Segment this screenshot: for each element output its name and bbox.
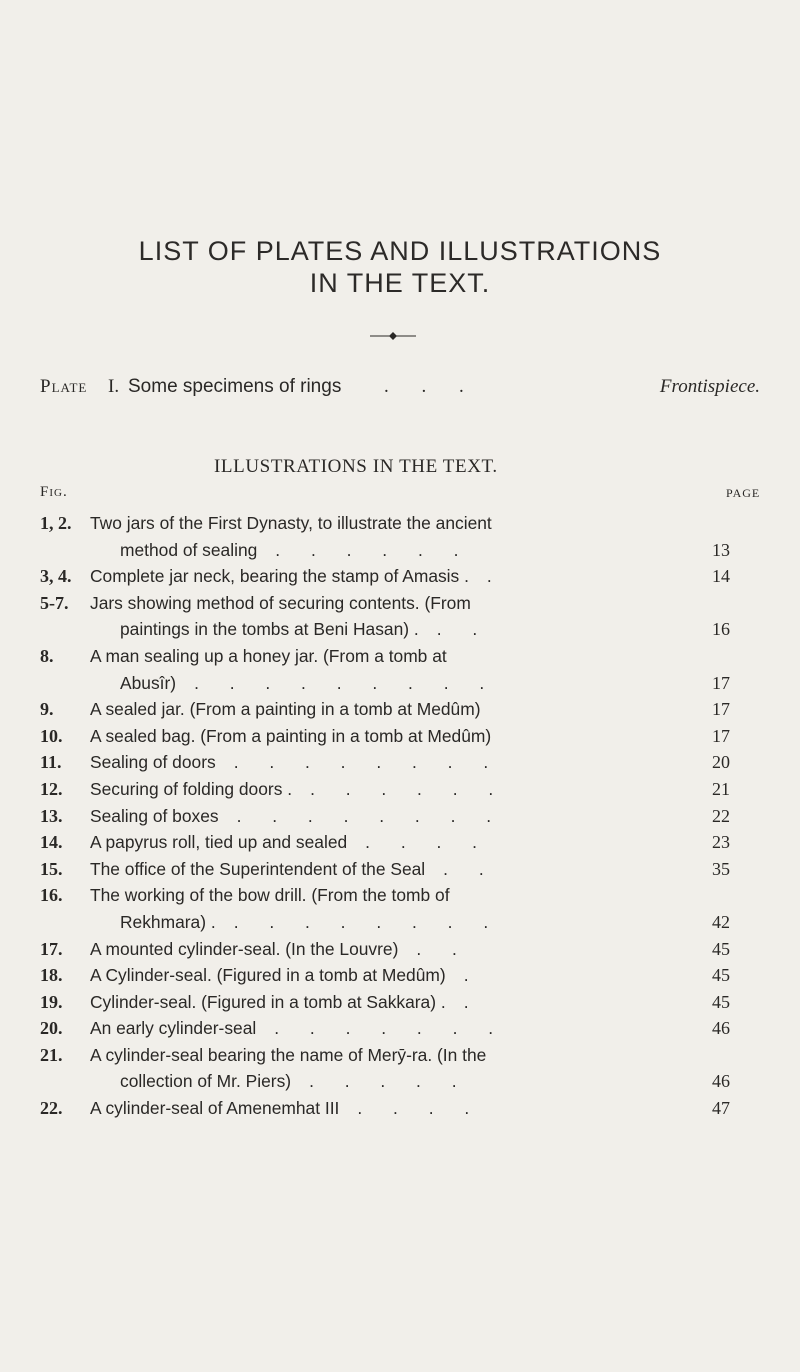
entry-line bbox=[40, 749, 760, 776]
plate-leader-dots: . . . bbox=[384, 376, 478, 397]
list-item bbox=[40, 776, 760, 803]
list-item bbox=[40, 856, 760, 883]
plate-number: I. bbox=[108, 376, 120, 397]
entry-text bbox=[90, 1042, 486, 1069]
list-item bbox=[40, 723, 760, 750]
entry-text bbox=[90, 643, 447, 670]
figure-number: 10. bbox=[40, 725, 63, 746]
figure-number: 22. bbox=[40, 1098, 63, 1119]
entry-caption: method of sealing bbox=[120, 539, 258, 560]
page-number: 45 bbox=[712, 938, 730, 959]
list-item bbox=[40, 1095, 760, 1122]
entry-caption: Rekhmara) . bbox=[120, 911, 216, 932]
entry-line bbox=[40, 723, 760, 750]
page-number: 17 bbox=[712, 699, 730, 720]
list-item bbox=[40, 696, 760, 723]
entry-caption: Sealing of doors bbox=[90, 752, 216, 773]
plate-label: Plate bbox=[40, 376, 88, 397]
figure-number: 15. bbox=[40, 858, 63, 879]
list-item bbox=[40, 749, 760, 776]
entry-text bbox=[90, 510, 492, 537]
leader-dots: . . . . . . bbox=[310, 778, 507, 799]
plate-title: Some specimens of rings bbox=[128, 376, 342, 397]
entry-line bbox=[40, 803, 760, 830]
entry-text bbox=[90, 590, 471, 617]
figure-number: 19. bbox=[40, 991, 63, 1012]
page-number: 35 bbox=[712, 858, 730, 879]
entry-text bbox=[90, 829, 490, 856]
entry-line bbox=[40, 616, 760, 643]
plate-page: Frontispiece. bbox=[659, 376, 760, 397]
page-number: 42 bbox=[712, 911, 730, 932]
figure-number: 9. bbox=[40, 699, 54, 720]
entry-line bbox=[40, 1068, 760, 1095]
figure-number: 8. bbox=[40, 645, 54, 666]
leader-dots: . . . . . bbox=[309, 1071, 470, 1092]
list-item bbox=[40, 1042, 760, 1095]
page-number: 46 bbox=[712, 1071, 730, 1092]
entry-caption: Jars showing method of securing contents. (From bbox=[90, 592, 471, 613]
entry-text bbox=[120, 1068, 470, 1095]
leader-dots: . . bbox=[436, 619, 491, 640]
entry-line bbox=[40, 776, 760, 803]
entry-text bbox=[90, 1095, 482, 1122]
figure-number: 5-7. bbox=[40, 592, 69, 613]
page-number: 22 bbox=[712, 805, 730, 826]
entry-text bbox=[90, 936, 470, 963]
entry-line bbox=[40, 537, 760, 564]
leader-dots: . . . . . . . . bbox=[233, 911, 502, 932]
entry-line bbox=[40, 696, 760, 723]
entry-caption: The office of the Superintendent of the Seal bbox=[90, 858, 426, 879]
entry-text bbox=[120, 909, 501, 936]
entry-line bbox=[40, 962, 760, 989]
page-number: 20 bbox=[712, 752, 730, 773]
entry-line bbox=[40, 909, 760, 936]
list-item bbox=[40, 510, 760, 563]
entry-line bbox=[40, 936, 760, 963]
leader-dots: . . . . . . . . bbox=[233, 752, 502, 773]
page-number: 45 bbox=[712, 965, 730, 986]
page-column-label: PAGE bbox=[726, 486, 761, 500]
leader-dots: . . . . . . bbox=[275, 539, 472, 560]
list-item bbox=[40, 829, 760, 856]
entry-caption: A mounted cylinder-seal. (In the Louvre) bbox=[90, 938, 399, 959]
leader-dots: . bbox=[463, 991, 482, 1012]
entry-caption: Complete jar neck, bearing the stamp of Amasis . bbox=[90, 566, 469, 587]
illustrations-heading: ILLUSTRATIONS IN THE TEXT. bbox=[214, 456, 498, 477]
entry-text bbox=[90, 856, 497, 883]
page-subtitle: IN THE TEXT. bbox=[309, 268, 491, 298]
entry-text bbox=[90, 563, 505, 590]
entry-text bbox=[90, 776, 506, 803]
list-item bbox=[40, 563, 760, 590]
page-title: LIST OF PLATES AND ILLUSTRATIONS bbox=[138, 236, 662, 266]
entry-caption: Two jars of the First Dynasty, to illustrate the ancient bbox=[90, 513, 492, 533]
list-item bbox=[40, 882, 760, 935]
entry-caption: A sealed jar. (From a painting in a tomb at Medûm) bbox=[90, 699, 481, 720]
leader-dots: . bbox=[463, 965, 482, 986]
figure-number: 12. bbox=[40, 778, 63, 799]
page-number: 13 bbox=[712, 539, 730, 560]
page-number: 47 bbox=[712, 1098, 730, 1119]
page-number: 46 bbox=[712, 1018, 730, 1039]
entry-line bbox=[40, 590, 760, 617]
entry-text bbox=[120, 670, 497, 697]
entry-line bbox=[40, 856, 760, 883]
entry-text bbox=[120, 616, 490, 643]
entry-text bbox=[90, 882, 450, 909]
fig-column-label: Fig. bbox=[40, 484, 68, 500]
entry-text bbox=[90, 803, 504, 830]
figure-number: 13. bbox=[40, 805, 63, 826]
entry-caption: Abusîr) bbox=[120, 672, 177, 693]
entry-line bbox=[40, 1015, 760, 1042]
figure-number: 3, 4. bbox=[40, 566, 72, 587]
entry-text bbox=[90, 1015, 506, 1042]
figure-number: 21. bbox=[40, 1044, 63, 1065]
illustrations-list bbox=[40, 510, 760, 1122]
plate-entry bbox=[40, 376, 760, 404]
entry-text bbox=[90, 696, 481, 723]
entry-caption: The working of the bow drill. (From the tomb of bbox=[90, 885, 450, 906]
leader-dots: . . . . bbox=[357, 1098, 483, 1119]
list-item bbox=[40, 643, 760, 696]
list-item bbox=[40, 962, 760, 989]
leader-dots: . . . . bbox=[365, 832, 490, 853]
entry-line bbox=[40, 1042, 760, 1069]
list-item bbox=[40, 803, 760, 830]
page-number: 17 bbox=[712, 725, 730, 746]
entry-caption: A Cylinder-seal. (Figured in a tomb at Medûm) bbox=[90, 965, 446, 986]
entry-line bbox=[40, 989, 760, 1016]
page-number: 14 bbox=[712, 566, 730, 587]
entry-line bbox=[40, 1095, 760, 1122]
entry-text bbox=[120, 537, 471, 564]
list-item bbox=[40, 1015, 760, 1042]
entry-caption: A papyrus roll, tied up and sealed bbox=[90, 832, 348, 853]
leader-dots: . . . . . . . . bbox=[236, 805, 505, 826]
page-number: 17 bbox=[712, 672, 730, 693]
entry-text bbox=[90, 723, 491, 750]
page-number: 16 bbox=[712, 619, 730, 640]
figure-number: 16. bbox=[40, 885, 63, 906]
leader-dots: . . bbox=[416, 938, 470, 959]
leader-dots: . . bbox=[443, 858, 497, 879]
page-number: 23 bbox=[712, 832, 730, 853]
entry-caption: A cylinder-seal of Amenemhat III bbox=[90, 1098, 340, 1119]
figure-number: 1, 2. bbox=[40, 513, 72, 533]
entry-caption: Securing of folding doors . bbox=[90, 778, 293, 799]
entry-text bbox=[90, 749, 501, 776]
page-number: 21 bbox=[712, 778, 730, 799]
entry-line bbox=[40, 829, 760, 856]
figure-number: 20. bbox=[40, 1018, 63, 1039]
leader-dots: . . . . . . . . . bbox=[194, 672, 498, 693]
entry-text bbox=[90, 989, 482, 1016]
entry-caption: A sealed bag. (From a painting in a tomb at Medûm) bbox=[90, 725, 492, 746]
entry-line bbox=[40, 563, 760, 590]
entry-caption: paintings in the tombs at Beni Hasan) . bbox=[120, 619, 419, 640]
leader-dots: . . . . . . . bbox=[274, 1018, 507, 1039]
page-number: 45 bbox=[712, 991, 730, 1012]
list-item bbox=[40, 590, 760, 643]
entry-caption: A man sealing up a honey jar. (From a tomb at bbox=[90, 645, 447, 666]
figure-number: 14. bbox=[40, 832, 63, 853]
entry-caption: Sealing of boxes bbox=[90, 805, 219, 826]
entry-caption: Cylinder-seal. (Figured in a tomb at Sakkara) . bbox=[90, 991, 446, 1012]
entry-caption: An early cylinder-seal bbox=[90, 1018, 257, 1039]
divider-ornament bbox=[370, 330, 416, 342]
entry-caption: A cylinder-seal bearing the name of Merȳ-ra. (In the bbox=[90, 1044, 487, 1065]
list-item bbox=[40, 936, 760, 963]
list-item bbox=[40, 989, 760, 1016]
entry-line bbox=[40, 643, 760, 670]
entry-text bbox=[90, 962, 482, 989]
entry-line bbox=[40, 670, 760, 697]
entry-line bbox=[40, 510, 760, 537]
figure-number: 17. bbox=[40, 938, 63, 959]
entry-caption: collection of Mr. Piers) bbox=[120, 1071, 292, 1092]
leader-dots: . bbox=[486, 566, 505, 587]
entry-line bbox=[40, 882, 760, 909]
figure-number: 18. bbox=[40, 965, 63, 986]
figure-number: 11. bbox=[40, 752, 62, 773]
